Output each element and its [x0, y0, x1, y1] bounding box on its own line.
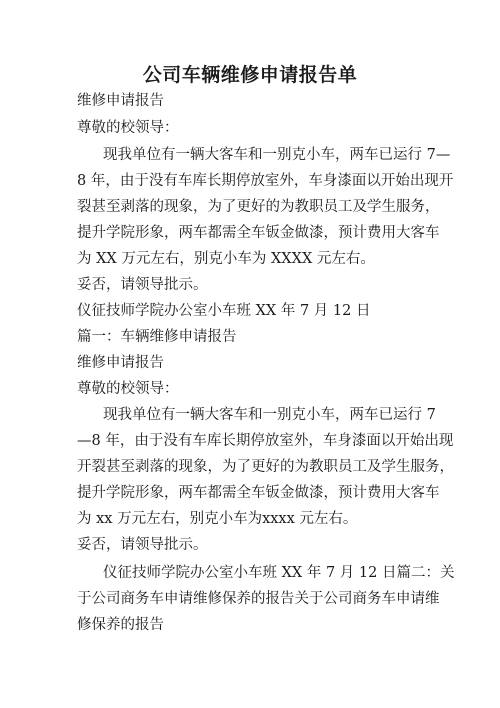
document-title: 公司车辆维修申请报告单 [142, 64, 358, 86]
text-line: 篇一：车辆维修申请报告 [77, 329, 237, 345]
text-line: 尊敬的校领导： [77, 120, 179, 136]
text-line: 提升学院形象，两车都需全车钣金做漆，预计费用大客车 [77, 485, 440, 501]
text-line: 8 年，由于没有车库长期停放室外，车身漆面以开始出现开 [77, 173, 454, 189]
text-line: 现我单位有一辆大客车和一别克小车，两车已运行 7— [103, 147, 451, 163]
text-line: 仪征技师学院办公室小车班 XX 年 7 月 12 日 [77, 303, 371, 319]
text-line: 裂甚至剥落的现象，为了更好的为教职员工及学生服务， [77, 199, 440, 215]
text-line: 现我单位有一辆大客车和一别克小车，两车已运行 7 [103, 407, 436, 423]
text-line: 为 xx 万元左右，别克小车为xxxx 元左右。 [77, 511, 358, 527]
text-line: 开裂甚至剥落的现象，为了更好的为教职员工及学生服务， [77, 459, 454, 475]
text-line: 妥否，请领导批示。 [77, 537, 208, 553]
text-line: 修保养的报告 [77, 617, 164, 633]
text-line: —8 年，由于没有车库长期停放室外，车身漆面以开始出现 [77, 433, 454, 449]
text-line: 仪征技师学院办公室小车班 XX 年 7 月 12 日篇二：关 [103, 565, 455, 581]
text-line: 妥否，请领导批示。 [77, 277, 208, 293]
text-line: 为 XX 万元左右，别克小车为 XXXX 元左右。 [77, 251, 375, 267]
text-line: 尊敬的校领导： [77, 381, 179, 397]
text-line: 维修申请报告 [77, 355, 164, 371]
text-line: 提升学院形象，两车都需全车钣金做漆，预计费用大客车 [77, 225, 440, 241]
text-line: 维修申请报告 [77, 93, 164, 109]
text-line: 于公司商务车申请维修保养的报告关于公司商务车申请维 [77, 591, 440, 607]
